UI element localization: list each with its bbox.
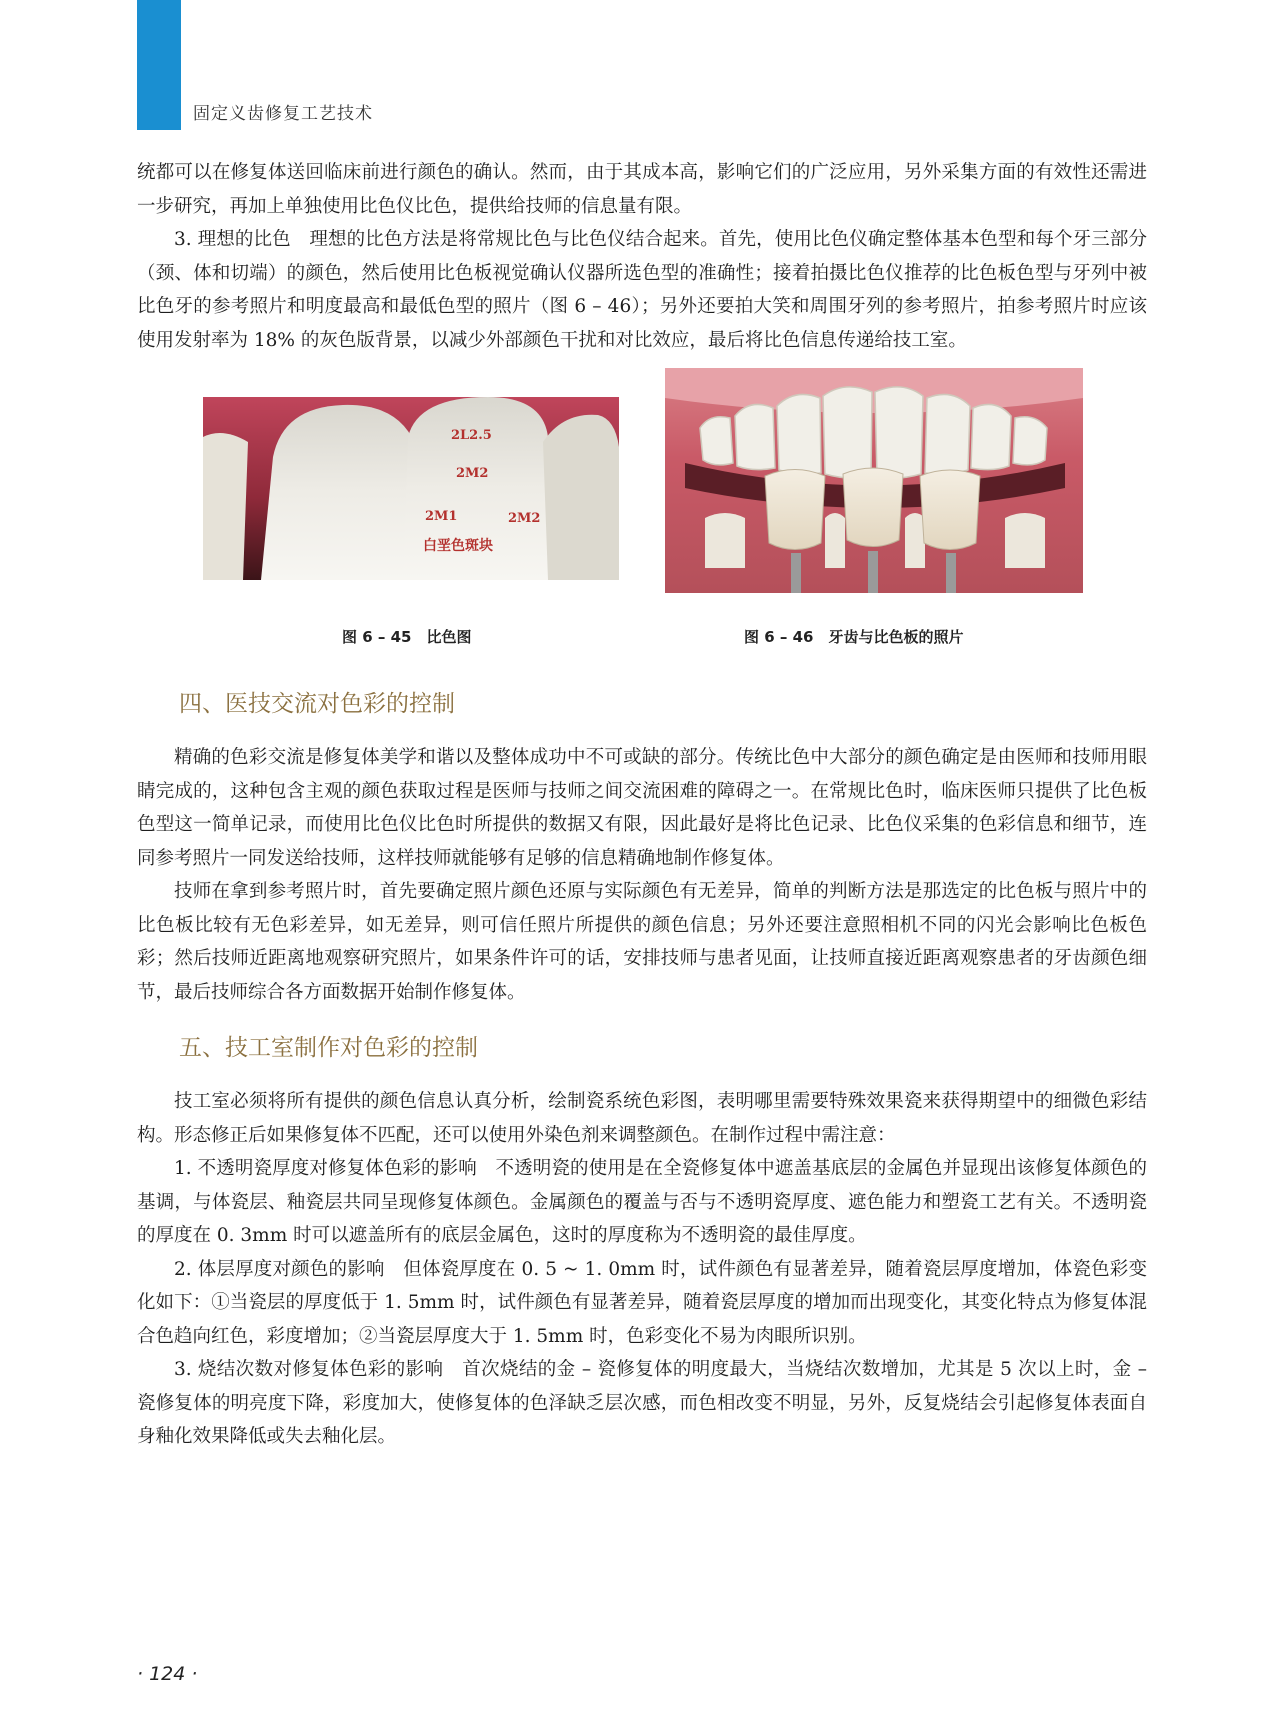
body-paragraph: 1. 不透明瓷厚度对修复体色彩的影响 不透明瓷的使用是在全瓷修复体中遮盖基底层的金属色并显现出该修复体颜色的基调，与体瓷层、釉瓷层共同呈现修复体颜色。金属颜色的覆盖与否与不透明瓷厚度、遮色能力和塑瓷工艺有关。不透明瓷的厚度在 0. 3mm 时可以遮盖所有的底层金属色，这时的厚度称为不透明瓷的最佳厚度。 (137, 1158, 1147, 1246)
body-paragraph: 3. 烧结次数对修复体色彩的影响 首次烧结的金 – 瓷修复体的明度最大，当烧结次数增加，尤其是 5 次以上时，金 – 瓷修复体的明亮度下降，彩度加大，使修复体的色泽缺乏层次感，而色相改变不明显，另外，反复烧结会引起修复体表面自身釉化效果降低或失去釉化层。 (137, 1359, 1147, 1447)
body-paragraph: 技师在拿到参考照片时，首先要确定照片颜色还原与实际颜色有无差异，简单的判断方法是那选定的比色板与照片中的比色板比较有无色彩差异，如无差异，则可信任照片所提供的颜色信息；另外还要注意照相机不同的闪光会影响比色板色彩；然后技师近距离地观察研究照片，如果条件许可的话，安排技师与患者见面，让技师直接近距离观察患者的牙齿颜色细节，最后技师综合各方面数据开始制作修复体。 (137, 881, 1147, 1003)
figure-6-45-photo (203, 397, 619, 580)
body-paragraph: 技工室必须将所有提供的颜色信息认真分析，绘制瓷系统色彩图，表明哪里需要特殊效果瓷来获得期望中的细微色彩结构。形态修正后如果修复体不匹配，还可以使用外染色剂来调整颜色。在制作过程中需注意： (137, 1091, 1147, 1146)
body-paragraph: 2. 体层厚度对颜色的影响 但体瓷厚度在 0. 5 ~ 1. 0mm 时，试件颜色有显著差异，随着瓷层厚度增加，体瓷色彩变化如下：①当瓷层的厚度低于 1. 5mm 时，试件颜色有显著差异，随着瓷层厚度的增加而出现变化，其变化特点为修复体混合色趋向红色，彩度增加；②当瓷层厚度大于 1. 5mm 时，色彩变化不易为肉眼所识别。 (137, 1258, 1147, 1347)
shade-label-cervical-right: 2M2 (508, 511, 541, 526)
figure-6-46-caption: 图 6 – 46 牙齿与比色板的照片 (744, 628, 964, 646)
section-5-heading: 五、技工室制作对色彩的控制 (179, 1035, 478, 1061)
running-head-title: 固定义齿修复工艺技术 (193, 104, 373, 124)
page-content (137, 156, 1147, 1454)
body-paragraph: 3. 理想的比色 理想的比色方法是将常规比色与比色仪结合起来。首先，使用比色仪确定整体基本色型和每个牙三部分（颈、体和切端）的颜色，然后使用比色板视觉确认仪器所选色型的准确性；接着拍摄比色仪推荐的比色板色型与牙列中被比色牙的参考照片和明度最高和最低色型的照片（图 6 – 46）；另外还要拍大笑和周围牙列的参考照片，拍参考照片时应该使用发射率为 18% 的灰色版背景，以减少外部颜色干扰和对比效应，最后将比色信息传递给技工室。 (137, 229, 1147, 351)
page-number: · 124 · (137, 1663, 198, 1685)
shade-label-body: 2M2 (456, 466, 489, 481)
shade-label-cervical-left: 2M1 (425, 509, 458, 524)
shade-label-chalky-spot: 白垩色斑块 (423, 538, 493, 554)
body-paragraph: 统都可以在修复体送回临床前进行颜色的确认。然而，由于其成本高，影响它们的广泛应用，另外采集方面的有效性还需进一步研究，再加上单独使用比色仪比色，提供给技师的信息量有限。 (137, 162, 1147, 217)
chapter-color-tab (137, 0, 181, 130)
figure-6-45-caption: 图 6 – 45 比色图 (342, 628, 472, 646)
shade-label-incisal: 2L2.5 (451, 428, 492, 443)
figure-row (137, 375, 1147, 665)
body-paragraph: 精确的色彩交流是修复体美学和谐以及整体成功中不可或缺的部分。传统比色中大部分的颜色确定是由医师和技师用眼睛完成的，这种包含主观的颜色获取过程是医师与技师之间交流困难的障碍之一。在常规比色时，临床医师只提供了比色板色型这一简单记录，而使用比色仪比色时所提供的数据又有限，因此最好是将比色记录、比色仪采集的色彩信息和细节，连同参考照片一同发送给技师，这样技师就能够有足够的信息精确地制作修复体。 (137, 747, 1147, 869)
figure-6-46-photo (665, 368, 1083, 593)
section-4-heading: 四、医技交流对色彩的控制 (179, 691, 455, 717)
